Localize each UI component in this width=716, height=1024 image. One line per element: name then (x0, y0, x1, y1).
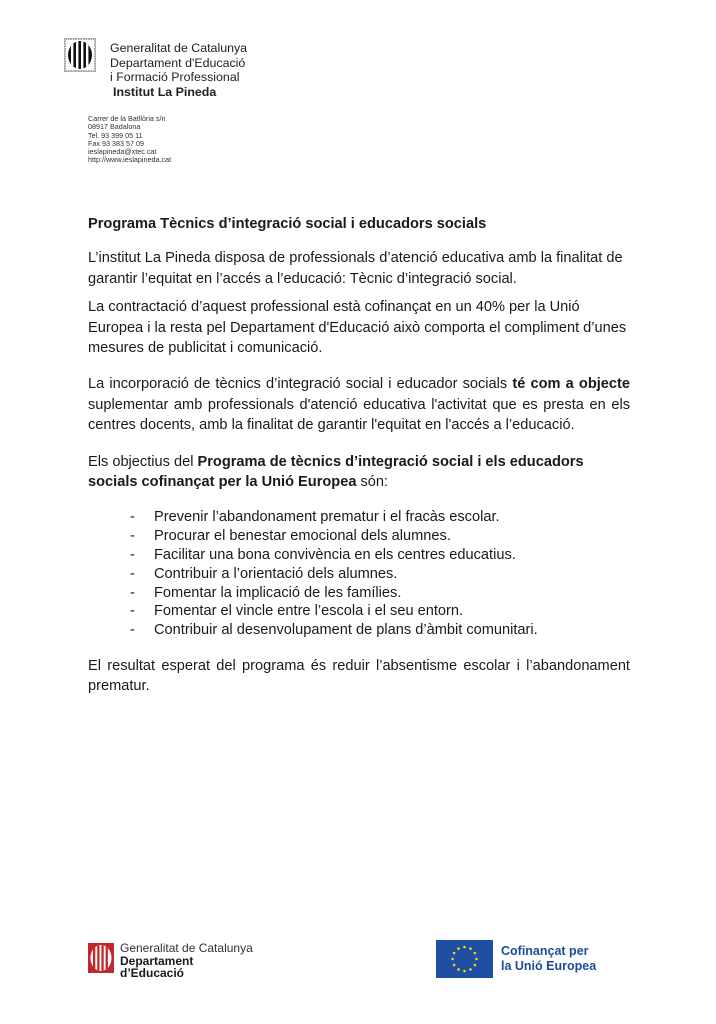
objectives-list (88, 508, 630, 640)
footer-generalitat-logo (88, 942, 253, 980)
dash-bullet: - (130, 547, 135, 564)
paragraph-conclusion: El resultat esperat del programa és reduir l’absentisme escolar i l’abandonament prematur. (88, 658, 630, 695)
org-line-3: i Formació Professional (110, 70, 240, 84)
objective-text: Contribuir a l’orientació dels alumnes. (154, 565, 398, 582)
objectives-program-name: Programa de tècnics d’integració social i els educadors socials cofinançat per la Unió Europea (88, 453, 584, 491)
org-line-2: Departament d'Educació (110, 55, 246, 70)
dash-bullet: - (130, 603, 135, 620)
school-address (88, 115, 171, 165)
footer-eu-line-2: la Unió Europea (501, 959, 597, 973)
address-tel: Tel. 93 399 05 11 (88, 130, 143, 140)
school-name: Institut La Pineda (113, 84, 217, 99)
list-item (88, 508, 630, 527)
paragraph-funding: La contractació d’aquest professional està cofinançat en un 40% per la Unió Europea i la resta pel Departament d'Educació això comporta el compliment d’unes mesures de publicitat i comunicació. (88, 299, 627, 357)
address-email[interactable]: ieslapineda@xtec.cat (88, 147, 157, 157)
objective-text: Fomentar el vincle entre l’escola i el seu entorn. (154, 603, 464, 620)
dash-bullet: - (130, 622, 135, 639)
objectives-intro-text: Els objectius del (88, 453, 198, 470)
objective-text: Facilitar una bona convivència en els centres educatius. (154, 547, 516, 564)
objective-text: Fomentar la implicació de les famílies. (154, 584, 402, 601)
list-item (88, 621, 630, 640)
list-item (88, 602, 630, 621)
dash-bullet: - (130, 584, 135, 601)
footer-eu-line-1: Cofinançat per (501, 943, 589, 958)
paragraph-purpose (88, 374, 630, 435)
purpose-text: La incorporació de tècnics d’integració social i educador socials (88, 376, 513, 393)
address-web[interactable]: http://www.ieslapineda.cat (88, 155, 172, 165)
org-line-1: Generalitat de Catalunya (110, 41, 248, 55)
objective-text: Contribuir al desenvolupament de plans d’àmbit comunitari. (154, 622, 538, 639)
address-street: Carrer de la Batllòria s/n (88, 114, 166, 123)
eu-flag-icon (436, 940, 493, 978)
footer-gen-line-3: d’Educació (120, 966, 185, 981)
footer-generalitat-text (120, 942, 253, 980)
document-body (88, 214, 630, 705)
generalitat-shield-icon (88, 943, 114, 973)
purpose-bold: té com a objecte (512, 376, 630, 393)
dash-bullet: - (130, 565, 135, 582)
address-fax: Fax 93 383 57 09 (88, 138, 144, 148)
footer-gen-line-1: Generalitat de Catalunya (120, 941, 253, 955)
paragraph-intro: L’institut La Pineda disposa de professionals d’atenció educativa amb la finalitat de garantir l’equitat en l’accés a l’educació: Tècnic d’integració social. (88, 250, 623, 287)
footer-eu-text (501, 944, 596, 975)
list-item (88, 546, 630, 565)
footer-eu-cofunding (436, 940, 596, 978)
paragraph-objectives-intro (88, 452, 630, 493)
dash-bullet: - (130, 509, 135, 526)
objective-text: Prevenir l’abandonament prematur i el fracàs escolar. (154, 509, 500, 526)
header-organization (110, 41, 247, 99)
document-title: Programa Tècnics d’integració social i educadors socials (88, 216, 487, 232)
generalitat-shield-icon (64, 38, 96, 72)
address-postal: 08917 Badalona (88, 122, 141, 132)
dash-bullet: - (130, 528, 135, 545)
list-item (88, 584, 630, 603)
objective-text: Procurar el benestar emocional dels alumnes. (154, 528, 451, 545)
objectives-intro-end: són: (356, 474, 389, 491)
list-item (88, 527, 630, 546)
list-item (88, 565, 630, 584)
footer-gen-line-2: Departament (120, 953, 194, 968)
purpose-text-cont: suplementar amb professionals d'atenció educativa l'activitat que es presta en els centres docents, amb la finalitat de garantir l'equitat en l'accés a l’educació. (88, 396, 630, 434)
